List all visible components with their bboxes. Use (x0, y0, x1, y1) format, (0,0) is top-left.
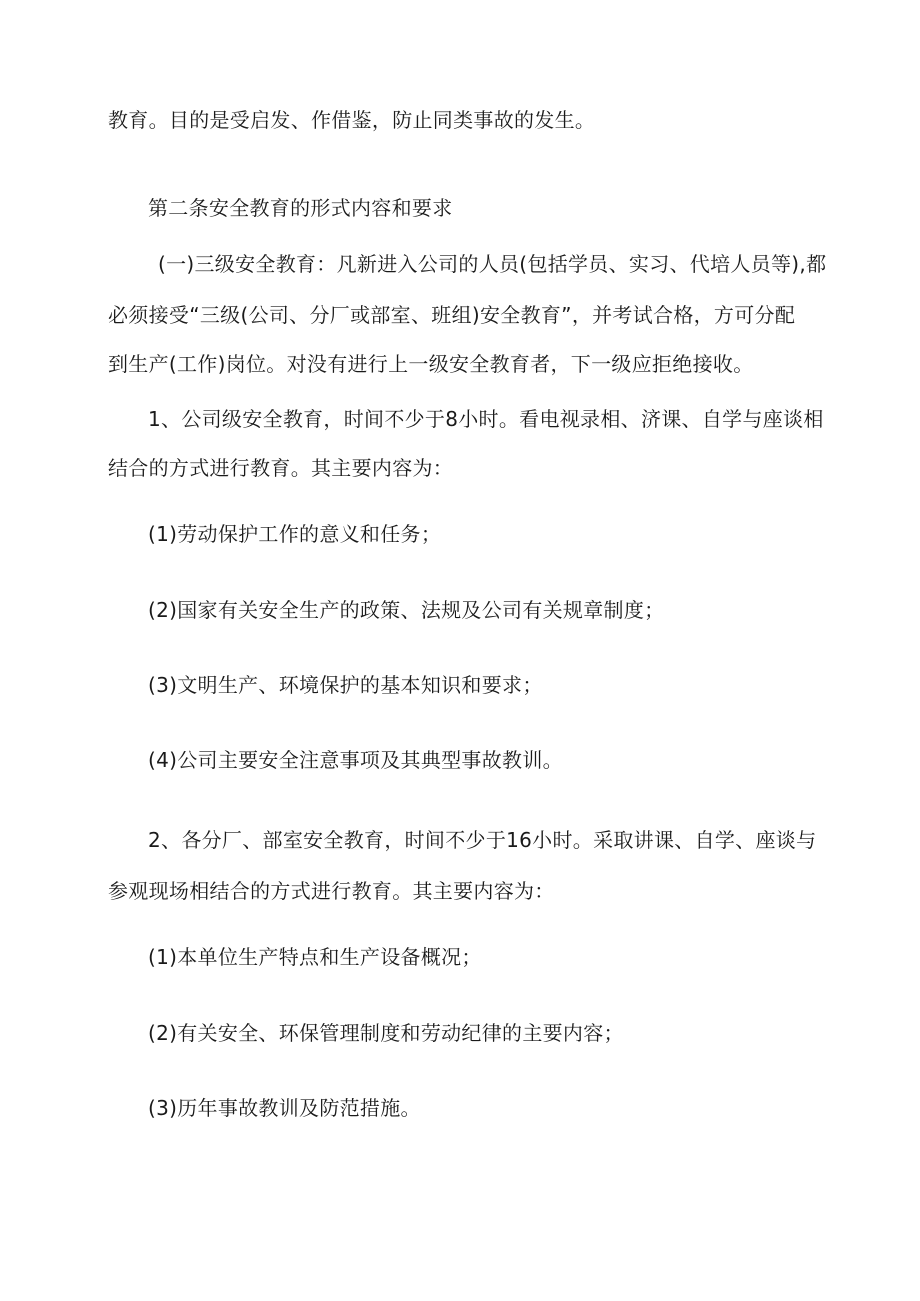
text-line: 参观现场相结合的方式进行教育。其主要内容为： (108, 879, 555, 903)
list-item: (3)文明生产、环境保护的基本知识和要求； (148, 673, 543, 697)
list-item: (1)劳动保护工作的意义和任务； (148, 522, 442, 546)
text-line: 到生产(工作)岗位。对没有进行上一级安全教育者，下一级应拒绝接收。 (108, 352, 754, 376)
text-line: 1、公司级安全教育，时间不少于8小时。看电视录相、济课、自学与座谈相 (148, 407, 824, 431)
text-line: (一)三级安全教育：凡新进入公司的人员(包括学员、实习、代培人员等),都 (158, 252, 827, 276)
list-item: (1)本单位生产特点和生产设备概况； (148, 945, 482, 969)
section-heading: 第二条安全教育的形式内容和要求 (148, 196, 453, 220)
text-line: 2、各分厂、部室安全教育，时间不少于16小时。采取讲课、自学、座谈与 (148, 828, 817, 852)
list-item: (3)历年事故教训及防范措施。 (148, 1096, 421, 1120)
list-item: (2)国家有关安全生产的政策、法规及公司有关规章制度； (148, 598, 665, 622)
text-line: 结合的方式进行教育。其主要内容为： (108, 456, 454, 480)
text-line: 必须接受“三级(公司、分厂或部室、班组)安全教育”，并考试合格，方可分配 (108, 303, 796, 327)
list-item: (4)公司主要安全注意事项及其典型事故教训。 (148, 748, 563, 772)
text-line: 教育。目的是受启发、作借鉴，防止同类事故的发生。 (108, 108, 596, 132)
list-item: (2)有关安全、环保管理制度和劳动纪律的主要内容； (148, 1021, 624, 1045)
